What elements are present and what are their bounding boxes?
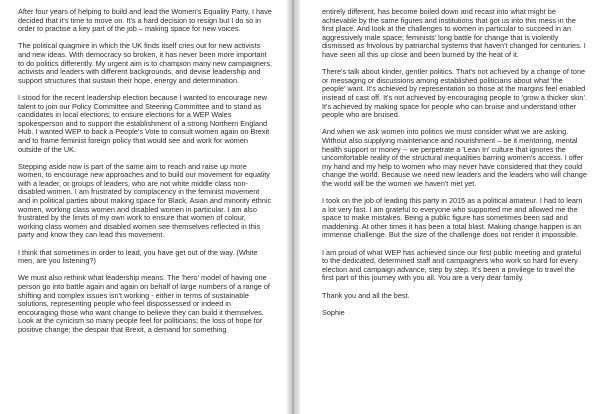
paragraph: I took on the job of leading this party in 2015 as a political amateur. I had to learn a lot very fast. I am grateful to everyone who supported me and allowed me the space to make mistakes. Being a public figure has sometimes been sad and maddening. At other times it has been a total blast. Making change happen is an immense challenge. But the size of the challenge does not render it impossible. (322, 196, 583, 240)
paragraph: The political quagmire in which the UK finds itself cries out for new activists and new ideas. With democracy so broken, it has never been more important to do politics differently. My urgent aim is to champion many new campaigners, activists and leaders with different backgrounds, and devise leadership and support structures that sustain their hope, energy and determination. (18, 41, 273, 85)
closing-line: Thank you and all the best. (322, 290, 410, 300)
paragraph: There's talk about kinder, gentler politics. That's not achieved by a change of tone or messaging or discussions among established politicians about what 'the people' want. It's achieved by representation so those at the margins feel enabled instead of cast off. It's not achieved by encouraging people to 'grow a thicker skin'. It's achieved by making space for people who can bruise and understand other people who are bruised. (322, 67, 587, 120)
paragraph: And when we ask women into politics we must consider what we are asking. Without also supplying maintenance and nourishment – be it mentoring, mental health support or money -- we perpetrate a 'Lean In' culture that ignores the uncomfortable reality of the structural inequalities barring women's access. I offer my hand and my help to women who may never have considered that they could change the world. Because we need new leaders and the leaders who will change the world will be the women we haven't met yet. (322, 127, 587, 188)
paragraph: I am proud of what WEP has achieved since our first public meeting and grateful to the dedicated, determined staff and campaigners who work so hard for every election and campaign advance, step by step. It's been a privilege to travel the first part of this journey with you all. You are a very dear family. (322, 247, 582, 283)
paragraph: We must also rethink what leadership means. The 'hero' model of having one person go into battle again and again on behalf of large numbers of a range of shifting and complex issues isn't working - either in terms of sustainable solutions, representing people who feel dispossessed or indeed in encouraging those who want change to believe they can build it themselves. Look at the cynicism so many people feel for politicians; the loss of hope for positive change; the despair that Brexit, a demand for something (18, 273, 270, 334)
page-left (0, 0, 287, 414)
paragraph: entirely different, has become boiled down and recast into what might be achievable by the same figures and institutions that got us into this mess in the first place. And look at the challenges to women in particular to succeed in an aggressively male space; feminists' long battle for change that is violently dismissed as frivolous by patriarchal systems that haven't changed for centuries. I have seen all this up close and been burned by the heat of it. (322, 7, 586, 59)
paragraph: I think that sometimes in order to lead, you have get out of the way. (White men, are you listening?) (18, 247, 258, 266)
paragraph: I stood for the recent leadership election because I wanted to encourage new talent to join our Policy Committee and Steering Committee and to stand as candidates in local elections; to ensure elections for a WEP Wales spokesperson and to support the establishment of a strong Northern England Hub. I wanted WEP to back a People's Vote to consult women again on Brexit and to frame feminist foreign policy that would see and work for women outside of the UK. (18, 92, 270, 154)
page-divider (287, 0, 300, 414)
paragraph: After four years of helping to build and lead the Women's Equality Party, I have decided that it's time to move on. It's a hard decision to resign but I do so in order to practise a key part of the job – making space for new voices. (18, 7, 272, 34)
signature: Sophie (322, 307, 345, 317)
page-right (300, 0, 600, 414)
paragraph: Stepping aside now is part of the same aim to reach and raise up more women, to encourage new approaches and to build our movement for equality with a leader, or groups of leaders, who are not white middle class non-disabled women. I am frustrated by complacency in the feminist movement and in political parties about making space for Black, Asian and minority ethnic women, working class women and disabled women in particular. I am also frustrated by the limits of my own work to ensure that women of colour, working class women and disabled women see themselves reflected in this party and know they can lead this movement. (18, 161, 272, 240)
